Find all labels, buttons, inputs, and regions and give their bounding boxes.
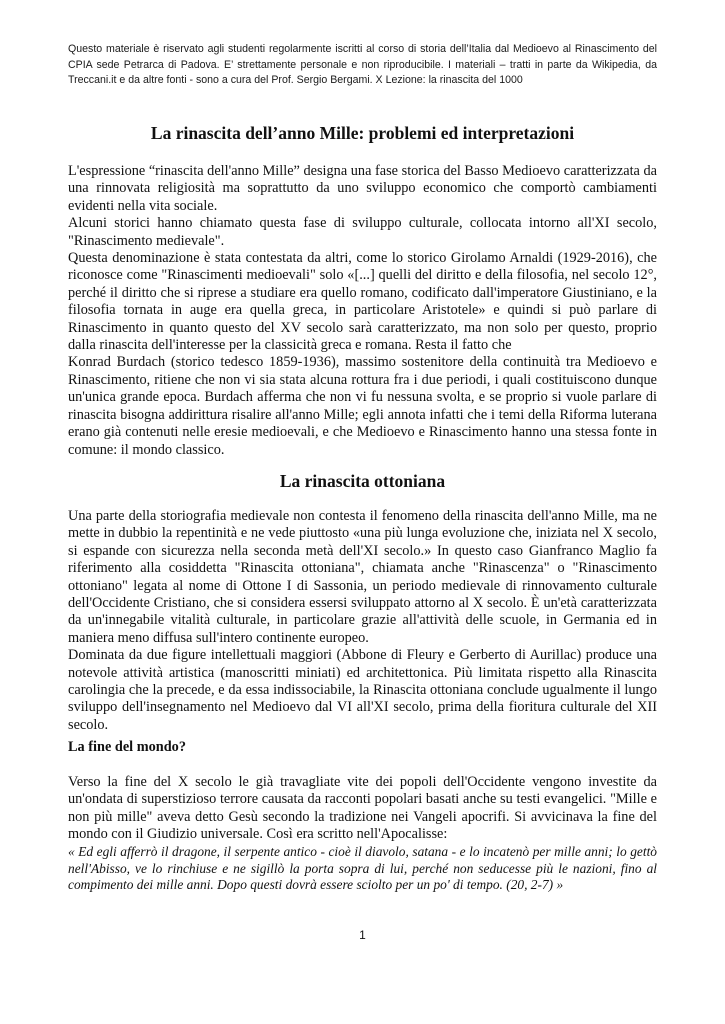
- paragraph: Una parte della storiografia medievale non contesta il fenomeno della rinascita dell'anno Mille, ma ne mette in dubbio la repentinità e ne vede piuttosto «una più lunga evoluzione che, iniziata nel X secolo, si espande con sicurezza nella seconda metà dell'XI secolo.» In questo caso Gianfranco Maglio fa riferimento alla cosiddetta "Rinascita ottoniana", chiamata anche "Rinascenza" o "Rinascimento ottoniano" legata al nome di Ottone I di Sassonia, un periodo medievale di rinnovamento culturale dell'Occidente Cristiano, che si considera essersi sviluppato attorno al X secolo. È un'età caratterizzata da un'innegabile vitalità culturale, in particolare grazie all'attività delle scuole, in Germania ed in maniera meno diffusa sull'intero continente europeo.: [68, 508, 657, 646]
- section-body-ottoniana: [68, 508, 657, 734]
- section-title-fine-del-mondo: La fine del mondo?: [68, 739, 186, 755]
- page-number: 1: [359, 928, 366, 942]
- section-body-fine-del-mondo: [68, 774, 657, 844]
- paragraph: Alcuni storici hanno chiamato questa fase di sviluppo culturale, collocata intorno all'XI secolo, "Rinascimento medievale".: [68, 215, 657, 249]
- paragraph: L'espressione “rinascita dell'anno Mille” designa una fase storica del Basso Medioevo caratterizzata da una rinnovata religiosità ma soprattutto da uno sviluppo economico che comportò cambiamenti evidenti nella vita sociale.: [68, 163, 657, 214]
- page-header-note: Questo materiale è riservato agli studenti regolarmente iscritti al corso di storia dell’Italia dal Medioevo al Rinascimento del CPIA sede Petrarca di Padova. E’ strettamente personale e non riproducibile. I materiali – tratti in parte da Wikipedia, da Treccani.it e da altre fonti - sono a cura del Prof. Sergio Bergami. X Lezione: la rinascita del 1000: [68, 43, 657, 87]
- paragraph: Dominata da due figure intellettuali maggiori (Abbone di Fleury e Gerberto di Aurillac) produce una notevole attività artistica (manoscritti miniati) ed architettonica. Più limitata rispetto alla Rinascita carolingia che la precede, e da essa indissociabile, la Rinascita ottoniana conclude ugualmente il lungo sviluppo dell'insegnamento nel Medioevo dal VI all'XI secolo, prima della fioritura culturale del XII secolo.: [68, 647, 657, 733]
- section-body-rinascita: [68, 163, 657, 459]
- section-title-rinascita: La rinascita dell’anno Mille: problemi ed interpretazioni: [150, 123, 575, 143]
- apocalypse-quote: « Ed egli afferrò il dragone, il serpente antico - cioè il diavolo, satana - e lo incatenò per mille anni; lo gettò nell'Abisso, ve lo rinchiuse e ne sigillò la porta sopra di lui, perché non seducesse più le nazioni, fino al compimento dei mille anni. Dopo questi dovrà essere sciolto per un po' di tempo. (20, 2-7) »: [68, 844, 657, 893]
- paragraph: Verso la fine del X secolo le già travagliate vite dei popoli dell'Occidente vengono investite da un'ondata di superstizioso terrore causata da racconti popolari basati anche su testi evangelici. "Mille e non più mille" aveva detto Gesù secondo la tradizione nei Vangeli apocrifi. Si avvicinava la fine del mondo con il Giudizio universale. Così era scritto nell'Apocalisse:: [68, 774, 657, 843]
- paragraph: Questa denominazione è stata contestata da altri, come lo storico Girolamo Arnaldi (1929-2016), che riconosce come "Rinascimenti medioevali" solo «[...] quelli del diritto e della filosofia, nel secolo 12°, perché il diritto che si riprese a studiare era quello romano, codificato dall'imperatore Giustiniano, e la filosofia tornata in auge era quella greca, in particolare Aristotele» e quindi si può parlare di Rinascimento in quanto questo del XV secolo sarà caratterizzato, ma non solo per questo, proprio dalla rinascita dell'interesse per la classicità greca e romana. Resta il fatto che: [68, 250, 657, 354]
- section-title-ottoniana: La rinascita ottoniana: [279, 471, 446, 491]
- paragraph: Konrad Burdach (storico tedesco 1859-1936), massimo sostenitore della continuità tra Medioevo e Rinascimento, ritiene che non vi sia stata alcuna rottura fra i due periodi, i quali costituiscono dunque un'unica grande epoca. Burdach afferma che non vi fu nessuna svolta, e se proprio si vuole parlare di rinascita bisogna addirittura risalire all'anno Mille; egli annota infatti che i temi della Riforma luterana erano già contenuti nelle eresie medioevali, e che Medioevo e Rinascimento hanno una stessa fonte in comune: il mondo classico.: [68, 354, 657, 458]
